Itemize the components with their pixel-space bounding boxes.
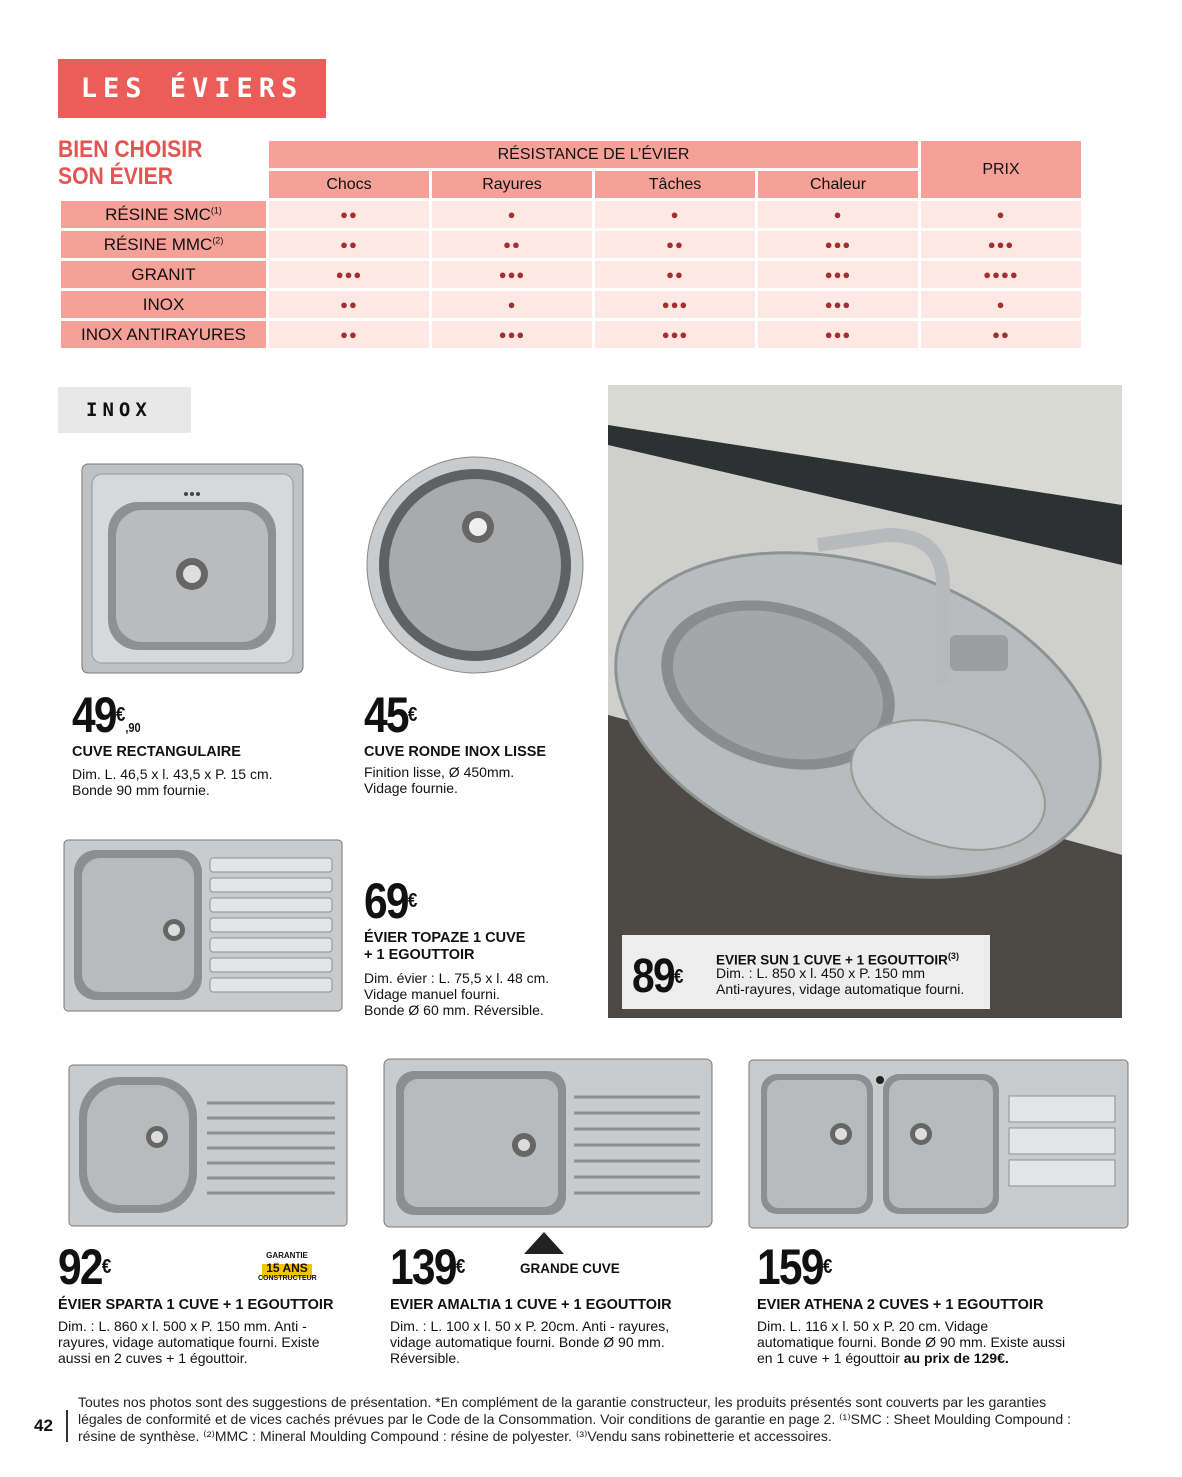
price-cents: ,90: [125, 720, 141, 735]
topaze-sink-image: [62, 838, 344, 1013]
product-desc-rect: [72, 766, 273, 798]
desc-line: vidage automatique fourni. Bonde Ø 90 mm.: [390, 1334, 665, 1350]
rating-cell: ●: [921, 291, 1081, 318]
rating-cell: ●●●: [432, 261, 592, 288]
desc-line: Dim. L. 46,5 x l. 43,5 x P. 15 cm.: [72, 766, 273, 782]
footnote-ref: (2): [212, 234, 224, 245]
triangle-up-icon: [524, 1232, 564, 1254]
price-athena: [757, 1239, 833, 1295]
rating-cell: ●: [432, 201, 592, 228]
price-sparta: [58, 1239, 112, 1295]
desc-line: rayures, vidage automatique fourni. Existe: [58, 1334, 320, 1350]
product-name-ronde: CUVE RONDE INOX LISSE: [364, 744, 547, 760]
price-header: PRIX: [921, 141, 1081, 198]
legal-footer: [78, 1394, 1130, 1445]
rating-cell: ●●●: [432, 321, 592, 348]
guide-title-line-2: SON ÉVIER: [58, 163, 174, 190]
currency: €: [115, 704, 126, 726]
price-value: 139: [390, 1239, 456, 1295]
group-header: RÉSISTANCE DE L’ÉVIER: [269, 141, 918, 168]
rating-cell: ●●: [269, 291, 429, 318]
currency: €: [822, 1256, 833, 1278]
product-desc-sun: [716, 965, 964, 997]
currency: €: [101, 1256, 112, 1278]
rating-cell: ●●: [595, 231, 755, 258]
rating-cell: ●●●●: [921, 261, 1081, 288]
desc-line: automatique fourni. Bonde Ø 90 mm. Existe aussi: [757, 1334, 1066, 1350]
section-title: LES ÉVIERS: [80, 73, 304, 104]
rating-cell: ●●: [432, 231, 592, 258]
badge-line: GARANTIE: [266, 1251, 308, 1260]
rating-cell: ●●●: [269, 261, 429, 288]
desc-line: Dim. : L. 850 x l. 450 x P. 150 mm: [716, 965, 926, 981]
kitchen-sink-photo: [608, 385, 1122, 1018]
desc-line: Réversible.: [390, 1350, 461, 1366]
badge-line: 15 ANS: [266, 1261, 308, 1275]
rating-cell: ●●: [269, 231, 429, 258]
price-amaltia: [390, 1239, 466, 1295]
rating-cell: ●●: [595, 261, 755, 288]
footer-line: légales de conformité et de vices cachés prévues par le Code de la Consommation. Voir conditions de garantie en page 2. ⁽¹⁾SMC : Sheet Moulding Compound :: [78, 1411, 1071, 1427]
product-name-topaze: [364, 930, 525, 964]
table-row: [61, 201, 1081, 228]
price-value: 92: [58, 1239, 102, 1295]
category-tag-label: INOX: [86, 399, 152, 421]
rating-cell: ●●●: [758, 231, 918, 258]
rating-cell: ●●●: [758, 261, 918, 288]
desc-line: Bonde Ø 60 mm. Réversible.: [364, 1002, 544, 1018]
rating-cell: ●: [758, 201, 918, 228]
table-row: [61, 231, 1081, 258]
price-value: 45: [364, 687, 408, 743]
badge-line: CONSTRUCTEUR: [258, 1275, 317, 1282]
product-desc-ronde: [364, 764, 514, 796]
currency: €: [407, 890, 418, 912]
page-number: 42: [34, 1416, 53, 1435]
desc-line: aussi en 2 cuves + 1 égouttoir.: [58, 1350, 248, 1366]
column-header: Rayures: [432, 171, 592, 198]
row-label: RÉSINE MMC: [103, 234, 213, 254]
rating-cell: ●: [595, 201, 755, 228]
warranty-badge-text: [258, 1251, 316, 1283]
rating-cell: ●●: [269, 321, 429, 348]
product-name-sparta: ÉVIER SPARTA 1 CUVE + 1 EGOUTTOIR: [58, 1297, 334, 1313]
product-name-rect: CUVE RECTANGULAIRE: [72, 744, 241, 760]
column-header: Tâches: [595, 171, 755, 198]
price-sun: [632, 950, 684, 1003]
rating-cell: ●●●: [595, 321, 755, 348]
footer-line: résine de synthèse. ⁽²⁾MMC : Mineral Moulding Compound : résine de polyester. ⁽³⁾Vendu sans robinetterie et accessoires.: [78, 1428, 832, 1444]
desc-line: Vidage manuel fourni.: [364, 986, 500, 1002]
guide-title-line-1: BIEN CHOISIR: [58, 136, 203, 163]
column-header: Chaleur: [758, 171, 918, 198]
price-value: 89: [632, 950, 674, 1003]
product-desc-topaze: [364, 970, 549, 1018]
category-tag: [58, 387, 191, 433]
product-desc-athena: [757, 1318, 1065, 1366]
desc-line: Dim. évier : L. 75,5 x l. 48 cm.: [364, 970, 550, 986]
rating-cell: ●: [921, 201, 1081, 228]
product-name-athena: EVIER ATHENA 2 CUVES + 1 EGOUTTOIR: [757, 1297, 1044, 1313]
rating-cell: ●●●: [758, 321, 918, 348]
rating-cell: ●●: [269, 201, 429, 228]
desc-line: Finition lisse, Ø 450mm.: [364, 764, 515, 780]
rating-cell: ●●●: [758, 291, 918, 318]
product-name-line: + 1 EGOUTTOIR: [364, 947, 475, 963]
price-topaze: [364, 873, 418, 929]
desc-line: Dim. : L. 100 x l. 50 x P. 20cm. Anti - rayures,: [390, 1318, 670, 1334]
product-name-line: ÉVIER TOPAZE 1 CUVE: [364, 930, 526, 946]
comparison-table: [58, 138, 1084, 351]
currency: €: [455, 1256, 466, 1278]
rating-cell: ●●●: [595, 291, 755, 318]
sparta-sink-image: [67, 1063, 349, 1228]
footnote-ref: (1): [210, 204, 222, 215]
currency: €: [407, 704, 418, 726]
price-value: 49: [72, 687, 116, 743]
row-label: INOX: [142, 294, 185, 314]
rating-cell: ●●●: [921, 231, 1081, 258]
column-header: Chocs: [269, 171, 429, 198]
row-label: INOX ANTIRAYURES: [81, 324, 246, 344]
desc-line-bold: au prix de 129€.: [903, 1350, 1009, 1366]
desc-line: en 1 cuve + 1 égouttoir: [757, 1350, 904, 1366]
product-name: EVIER SUN 1 CUVE + 1 EGOUTTOIR: [716, 952, 948, 968]
rating-cell: ●: [432, 291, 592, 318]
product-desc-amaltia: [390, 1318, 669, 1366]
section-title-banner: [58, 59, 326, 118]
divider: [66, 1410, 68, 1442]
row-label: GRANIT: [131, 264, 196, 284]
desc-line: Dim. L. 116 x l. 50 x P. 20 cm. Vidage: [757, 1318, 989, 1334]
row-label: RÉSINE SMC: [105, 204, 211, 224]
table-row: [61, 261, 1081, 288]
table-row: [61, 321, 1081, 348]
footnote-ref: (3): [947, 951, 959, 961]
desc-line: Bonde 90 mm fournie.: [72, 782, 210, 798]
price-ronde: [364, 687, 418, 743]
table-row: [61, 291, 1081, 318]
desc-line: Anti-rayures, vidage automatique fourni.: [716, 981, 965, 997]
price-value: 159: [757, 1239, 823, 1295]
desc-line: Dim. : L. 860 x l. 500 x P. 150 mm. Anti -: [58, 1318, 307, 1334]
footer-line: Toutes nos photos sont des suggestions de présentation. *En complément de la garantie constructeur, les produits présentés sont couverts par les garanties: [78, 1394, 1047, 1410]
round-sink-image: [365, 455, 585, 675]
currency: €: [673, 966, 684, 988]
price-value: 69: [364, 873, 408, 929]
athena-sink-image: [747, 1058, 1130, 1230]
rating-cell: ●●: [921, 321, 1081, 348]
product-desc-sparta: [58, 1318, 319, 1366]
grande-cuve-tag: GRANDE CUVE: [520, 1261, 620, 1276]
product-name-amaltia: EVIER AMALTIA 1 CUVE + 1 EGOUTTOIR: [390, 1297, 672, 1313]
rectangular-sink-image: [80, 462, 305, 675]
desc-line: Vidage fournie.: [364, 780, 458, 796]
amaltia-sink-image: [382, 1057, 714, 1229]
